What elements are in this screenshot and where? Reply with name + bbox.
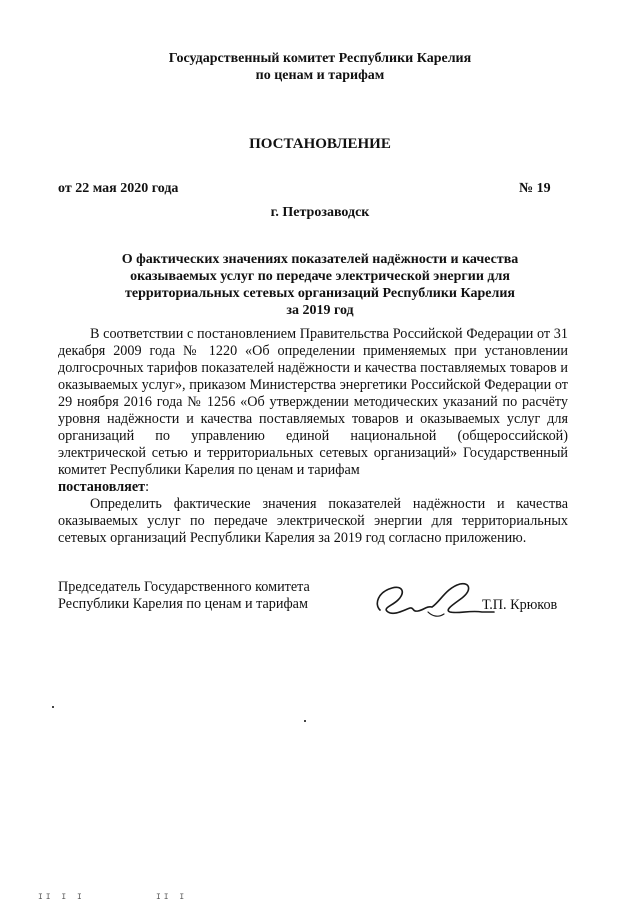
title-line: оказываемых услуг по передаче электрической энергии для <box>130 269 510 284</box>
document-number: № 19 <box>519 181 551 196</box>
handwritten-signature <box>370 574 500 624</box>
footer-scan-marks: II I <box>156 893 188 902</box>
footer-scan-marks: II I I <box>38 893 85 902</box>
body-paragraph-resolution: Определить фактические значения показателей надёжности и качества оказываемых услуг по передаче электрической энергии для территориальных сетевых организаций Республики Карелия за 2019 год согласно приложению. <box>58 496 568 546</box>
title-line: территориальных сетевых организаций Республики Карелия <box>125 286 515 301</box>
scan-artifact <box>304 720 306 722</box>
title-line: О фактических значениях показателей надёжности и качества <box>121 252 519 267</box>
title-line: за 2019 год <box>286 303 354 318</box>
document-city: г. Петрозаводск <box>270 205 370 220</box>
signatory-position-line1: Председатель Государственного комитета <box>58 579 310 595</box>
signatory-position <box>58 579 310 613</box>
signatory-position-line2: Республики Карелия по ценам и тарифам <box>58 596 308 612</box>
signatory-name: Т.П. Крюков <box>482 597 558 613</box>
organization-name-line2: по ценам и тарифам <box>255 68 385 83</box>
body-paragraph-preamble <box>58 326 568 496</box>
document-type-heading: ПОСТАНОВЛЕНИЕ <box>249 136 391 152</box>
resolution-verb: постановляет <box>58 479 146 495</box>
document-body <box>58 326 568 547</box>
preamble-text: В соответствии с постановлением Правительства Российской Федерации от 31 декабря 2009 года № 1220 «Об определении применяемых при установлении долгосрочных тарифов показателей надёжности и качества поставляемых товаров и оказываемых услуг», приказом Министерства энергетики Российской Федерации от 29 ноября 2016 года № 1256 «Об утверждении методических указаний по расчёту уровня надёжности и качества поставляемых товаров и оказываемых услуг для организаций по управлению единой национальной (общероссийской) электрической сетью и территориальных сетевых организаций» Государственный комитет Республики Карелия по ценам и тарифам <box>58 326 568 478</box>
document-date: от 22 мая 2020 года <box>58 181 179 196</box>
document-title <box>80 251 560 319</box>
scan-artifact <box>52 706 54 708</box>
resolution-verb-suffix: : <box>145 479 150 495</box>
organization-name-line1: Государственный комитет Республики Карелия <box>168 51 472 66</box>
